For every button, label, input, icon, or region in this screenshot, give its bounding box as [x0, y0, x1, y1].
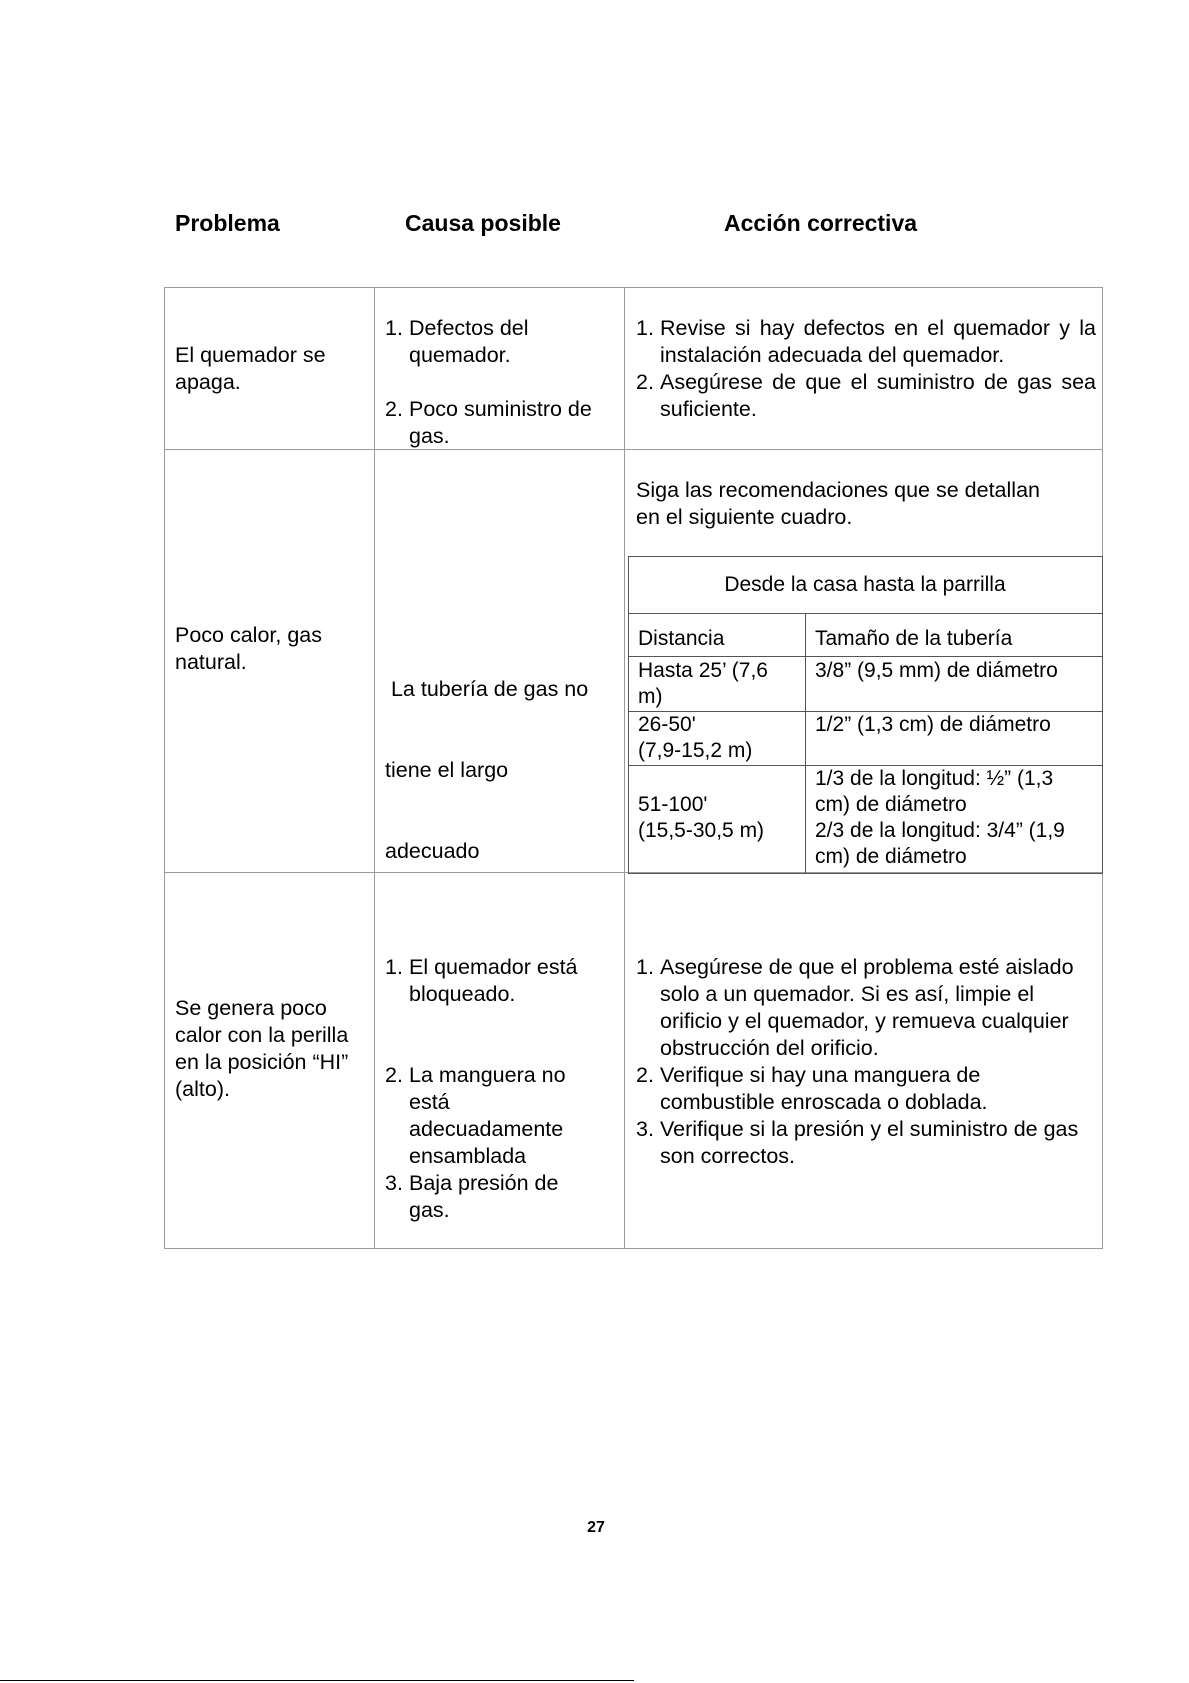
pipe-table-header-distance: Distancia — [638, 627, 725, 650]
cell-line: 26-50' — [638, 713, 696, 736]
cause-line: adecuado — [385, 839, 480, 863]
list-item: 1. El quemador está bloqueado. — [385, 955, 578, 1006]
action-intro-line: en el siguiente cuadro. — [636, 505, 853, 529]
pipe-distance-cell — [638, 712, 752, 764]
cause-line: tiene el largo — [385, 758, 509, 782]
list-item: 2. La manguera no está adecuadamente ensamblada — [385, 1063, 566, 1168]
pipe-size-cell — [815, 766, 1065, 870]
list-item: 1. Defectos del quemador. — [385, 316, 529, 367]
cause-list — [385, 954, 597, 1224]
cell-line: m) — [638, 685, 663, 708]
pipe-distance-cell — [638, 658, 768, 710]
cell-line: (15,5-30,5 m) — [638, 819, 765, 842]
cause-line: La tubería de gas no — [385, 677, 589, 701]
pipe-table-divider — [628, 656, 1102, 657]
pipe-size-cell — [815, 658, 1058, 684]
cell-line: 3/8” (9,5 mm) de diámetro — [815, 659, 1058, 682]
cell-line: cm) de diámetro — [815, 845, 967, 868]
list-item: 2. Asegúrese de que el suministro de gas sea suficiente. — [636, 370, 1096, 421]
pipe-table-divider — [628, 613, 1102, 614]
header-action: Acción correctiva — [724, 210, 918, 236]
problem-cell — [175, 622, 322, 676]
cell-line: 1/2” (1,3 cm) de diámetro — [815, 713, 1051, 736]
cell-line: cm) de diámetro — [815, 793, 967, 816]
list-item: 1. Revise si hay defectos en el quemador y la instalación adecuada del quemador. — [636, 316, 1096, 367]
header-cause: Causa posible — [405, 210, 561, 236]
footer-rule — [0, 1680, 634, 1681]
pipe-table-title: Desde la casa hasta la parrilla — [724, 573, 1006, 596]
problem-cell — [175, 342, 326, 396]
problem-line: apaga. — [175, 370, 241, 394]
list-item: 1. Asegúrese de que el problema esté aislado solo a un quemador. Si es así, limpie el orificio y el quemador, y remueva cualquier obstrucción del orificio. — [636, 955, 1074, 1060]
action-list — [636, 954, 1096, 1170]
cause-list — [385, 315, 621, 450]
page-number: 27 — [587, 1519, 605, 1536]
pipe-size-table — [628, 556, 1102, 873]
list-item: 2. Verifique si hay una manguera de combustible enroscada o doblada. — [636, 1063, 988, 1114]
header-problem: Problema — [175, 210, 280, 236]
problem-line: (alto). — [175, 1077, 230, 1101]
problem-cell — [175, 995, 348, 1103]
action-intro-line: Siga las recomendaciones que se detallan — [636, 478, 1040, 502]
pipe-table-header-size: Tamaño de la tubería — [815, 627, 1013, 650]
list-item: 2. Poco suministro de gas. — [385, 397, 592, 448]
table-border-bottom — [164, 1248, 1103, 1249]
pipe-distance-cell — [638, 792, 764, 844]
list-item: 3. Baja presión de gas. — [385, 1171, 559, 1222]
pipe-table-column-divider — [805, 613, 806, 873]
action-intro — [636, 477, 1040, 531]
cause-cell — [385, 622, 588, 919]
problem-line: natural. — [175, 650, 247, 674]
cell-line: (7,9-15,2 m) — [638, 739, 753, 762]
cell-line: 1/3 de la longitud: ½” (1,3 — [815, 767, 1054, 790]
problem-line: Se genera poco — [175, 996, 327, 1020]
row-divider-1 — [164, 449, 1103, 450]
table-border-top — [164, 287, 1103, 288]
cell-line: Hasta 25’ (7,6 — [638, 659, 768, 682]
problem-line: calor con la perilla — [175, 1023, 349, 1047]
table-border-left — [164, 287, 165, 1249]
action-list — [636, 315, 1096, 423]
cell-line: 51-100' — [638, 793, 708, 816]
problem-line: El quemador se — [175, 343, 326, 367]
problem-line: Poco calor, gas — [175, 623, 323, 647]
cell-line: 2/3 de la longitud: 3/4” (1,9 — [815, 819, 1065, 842]
list-item: 3. Verifique si la presión y el suministro de gas son correctos. — [636, 1117, 1079, 1168]
problem-line: en la posición “HI” — [175, 1050, 349, 1074]
pipe-size-cell — [815, 712, 1051, 738]
table-divider-2 — [624, 287, 625, 1249]
table-divider-1 — [374, 287, 375, 1249]
